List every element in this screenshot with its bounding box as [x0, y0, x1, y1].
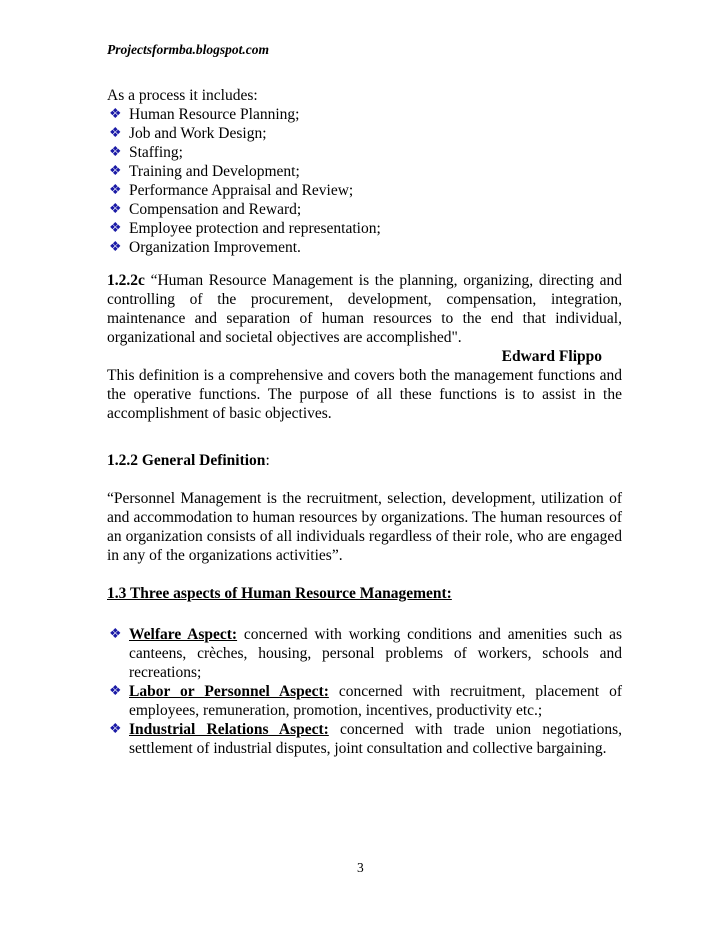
aspects-list [107, 625, 622, 758]
list-item [107, 682, 622, 720]
flippo-definition [107, 271, 622, 423]
list-item [107, 720, 622, 758]
list-item: ❖ Human Resource Planning; [109, 106, 300, 123]
diamond-bullet-icon: ❖ [109, 164, 122, 179]
diamond-bullet-icon: ❖ [109, 107, 122, 122]
process-lead: As a process it includes: [107, 87, 258, 104]
list-item: ❖ Staffing; [109, 144, 183, 161]
diamond-bullet-icon: ❖ [109, 145, 122, 160]
process-list [107, 105, 622, 257]
list-item: ❖ Training and Development; [109, 163, 300, 180]
diamond-bullet-icon: ❖ [109, 202, 122, 217]
list-item: ❖ Performance Appraisal and Review; [109, 182, 354, 199]
aspect-text: concerned with working conditions and amenities such as canteens, crèches, housing, personal problems of workers, schools and recreations; [129, 626, 622, 681]
diamond-bullet-icon: ❖ [109, 221, 122, 236]
process-section [107, 86, 622, 257]
general-definition-text: “Personnel Management is the recruitment, selection, development, utilization of and accommodation to human resources by organizations. The human resources of an organization consists of all individuals regardless of their role, who are engaged in any of the organizations activities”. [107, 490, 622, 564]
diamond-bullet-icon: ❖ [109, 183, 122, 198]
author-name: Edward Flippo [501, 348, 602, 365]
definition-paragraph [107, 271, 622, 347]
definition-comment: This definition is a comprehensive and covers both the management functions and the operative functions. The purpose of all these functions is to assist in the accomplishment of basic objectives. [107, 367, 622, 422]
diamond-bullet-icon: ❖ [109, 627, 122, 642]
page-header: Projectsformba.blogspot.com [107, 42, 269, 57]
page-number: 3 [357, 860, 364, 875]
diamond-bullet-icon: ❖ [109, 126, 122, 141]
list-item: ❖ Compensation and Reward; [109, 201, 302, 218]
list-item: ❖ Job and Work Design; [109, 125, 267, 142]
aspect-label: Welfare Aspect: [129, 626, 238, 643]
list-item [107, 625, 622, 682]
general-definition-heading: 1.2.2 General Definition: [107, 452, 270, 469]
diamond-bullet-icon: ❖ [109, 684, 122, 699]
aspect-text: concerned with recruitment, placement of employees, remuneration, promotion, incentives, productivity etc.; [129, 683, 622, 719]
definition-quote: “Human Resource Management is the planning, organizing, directing and controlling of the procurement, development, compensation, integration, maintenance and separation of human resources to the end that individual, organizational and societal objectives are accomplished". [107, 272, 622, 346]
aspect-label: Labor or Personnel Aspect: [129, 683, 329, 700]
aspects-heading: 1.3 Three aspects of Human Resource Management: [107, 585, 452, 602]
list-item: ❖ Employee protection and representation; [109, 220, 381, 237]
list-item: ❖ Organization Improvement. [109, 239, 301, 256]
aspect-label: Industrial Relations Aspect: [129, 721, 329, 738]
section-number: 1.2.2c [107, 272, 145, 289]
aspect-text: concerned with trade union negotiations, settlement of industrial disputes, joint consultation and collective bargaining. [129, 721, 622, 757]
diamond-bullet-icon: ❖ [109, 240, 122, 255]
diamond-bullet-icon: ❖ [109, 722, 122, 737]
